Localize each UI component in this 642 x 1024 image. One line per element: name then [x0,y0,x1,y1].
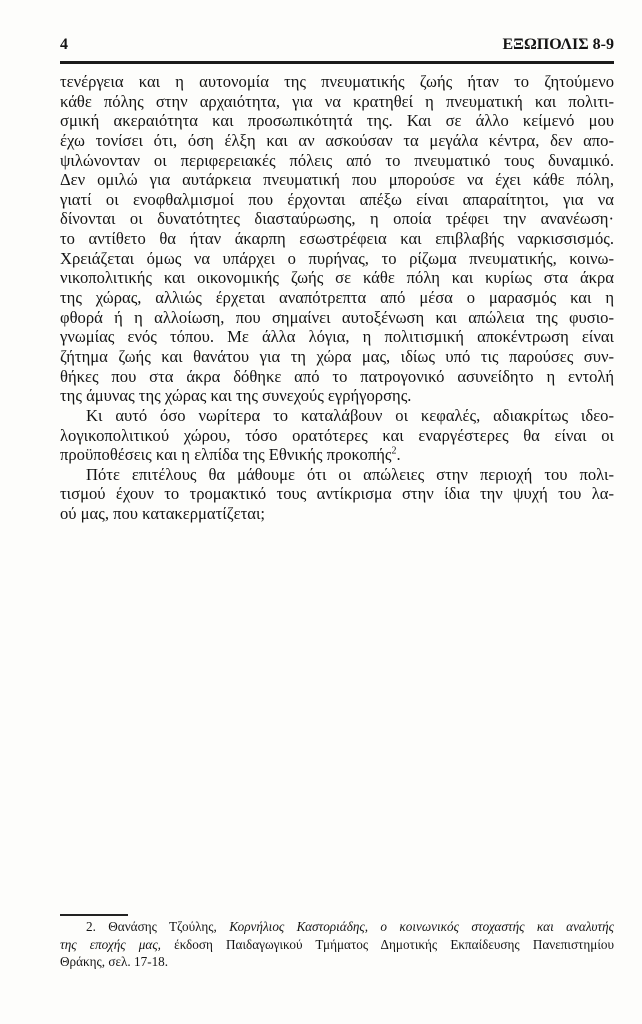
paragraph-3 [60,465,614,524]
footnote-line [60,936,614,954]
text-line: ού μας, που κατακερματίζεται; [60,504,266,524]
footnote [60,918,614,971]
body-text [60,72,614,524]
text-line: Χρειάζεται όμως να υπάρχει ο πυρήνας, το ρίζωμα πνευματικής, κοινω- [60,248,614,268]
text-line: τενέργεια και η αυτονομία της πνευματικής ζωής ήταν το ζητούμενο [60,72,614,91]
text-line: γνωμίας ενός τόπου. Με άλλα λόγια, η πολιτισμική αποκέντρωση είναι [60,327,614,347]
text-line: ζήτημα ζωής και θανάτου για τη χώρα μας, ιδίως υπό τις παρούσες συν- [60,346,614,366]
text-line: Πότε επιτέλους θα μάθουμε ότι οι απώλειες στην περιοχή του πολι- [86,464,614,484]
text-line: έχω τονίσει ότι, όση έλξη και αν ασκούσαν τα μεγάλα κέντρα, δεν απο- [60,130,614,150]
footnote-author: Θανάσης Τζούλης, [108,919,217,934]
text-line: δίνονται οι δυνατότητες διασταύρωσης, η οποία τρέφει την ανανέωση· [60,209,614,229]
footnote-title: Κορνήλιος Καστοριάδης, ο κοινωνικός στοχαστής και αναλυτής [229,919,615,934]
text-line: νικοπολιτικής και οικονομικής ζωής σε κάθε πόλη και κυρίως στα άκρα [60,268,614,288]
text-line: τισμού έχουν το τρομακτικό τους αντίκρισμα στην ίδια την ψυχή του λα- [60,484,614,504]
text-line: της άμυνας της χώρας και της συνεχούς εγρήγορσης. [60,386,412,406]
paragraph-1 [60,72,614,406]
footnote-publisher: έκδοση Παιδαγωγικού Τμήματος Δημοτικής Εκπαίδευσης Πανεπιστημίου [174,936,614,952]
text-line: κάθε πόλης στην αρχαιότητα, για να κρατηθεί η πνευματική και πολιτι- [60,91,614,111]
text-line: λογικοπολιτικού χώρου, τόσο ορατότερες και εναργέστερες θα είναι οι [60,425,614,445]
text-line: της χώρας, αλλιώς έρχεται αναπότρεπτα από μέσα ο μαρασμός και η [60,288,614,308]
footnote-rule [60,914,128,916]
line-text: προϋποθέσεις και η ελπίδα της Εθνικής προκοπής [60,445,392,465]
footnote-reference: 2 [391,445,397,457]
footnote-line: Θράκης, σελ. 17-18. [60,954,169,969]
text-line: Δεν ομιλώ για αυτάρκεια πνευματική που μπορούσε να έχει κάθε πόλη, [60,170,614,190]
header-rule [60,61,614,64]
text-line: το αντίθετο θα ήταν άκαρπη εσωστρέφεια και επιβλαβής ναρκισσισμός. [60,229,614,249]
text-line: φθορά ή η αλλοίωση, που σημαίνει αυτοξένωση και απώλεια της φυσιο- [60,307,614,327]
running-header [60,36,614,56]
text-line: σμική ακεραιότητα και προσωπικότητά της. Και σε άλλο κείμενό μου [60,111,614,131]
text-line: γιατί οι ενοφθαλμισμοί που έρχονται απέξω είναι απαραίτητοι, για να [60,189,614,209]
text-line: ψιλώνονταν οι περιφερειακές πόλεις από το πνευματικό τους δυναμικό. [60,150,614,170]
running-title: ΕΞΩΠΟΛΙΣ 8-9 [502,36,614,53]
page-number: 4 [60,36,68,53]
text-line: Κι αυτό όσο νωρίτερα το καταλάβουν οι κεφαλές, αδιακρίτως ιδεο- [86,405,614,425]
text-line: θήκες που στα άκρα δόθηκε από το πατρογονικό ασυνείδητο η εντολή [60,366,614,386]
paragraph-2 [60,406,614,465]
period: . [396,445,401,465]
footnote-title-cont: της εποχής μας, [60,936,161,952]
footnote-number: 2. [86,919,96,934]
footnote-line [60,918,614,936]
text-line [60,445,614,465]
